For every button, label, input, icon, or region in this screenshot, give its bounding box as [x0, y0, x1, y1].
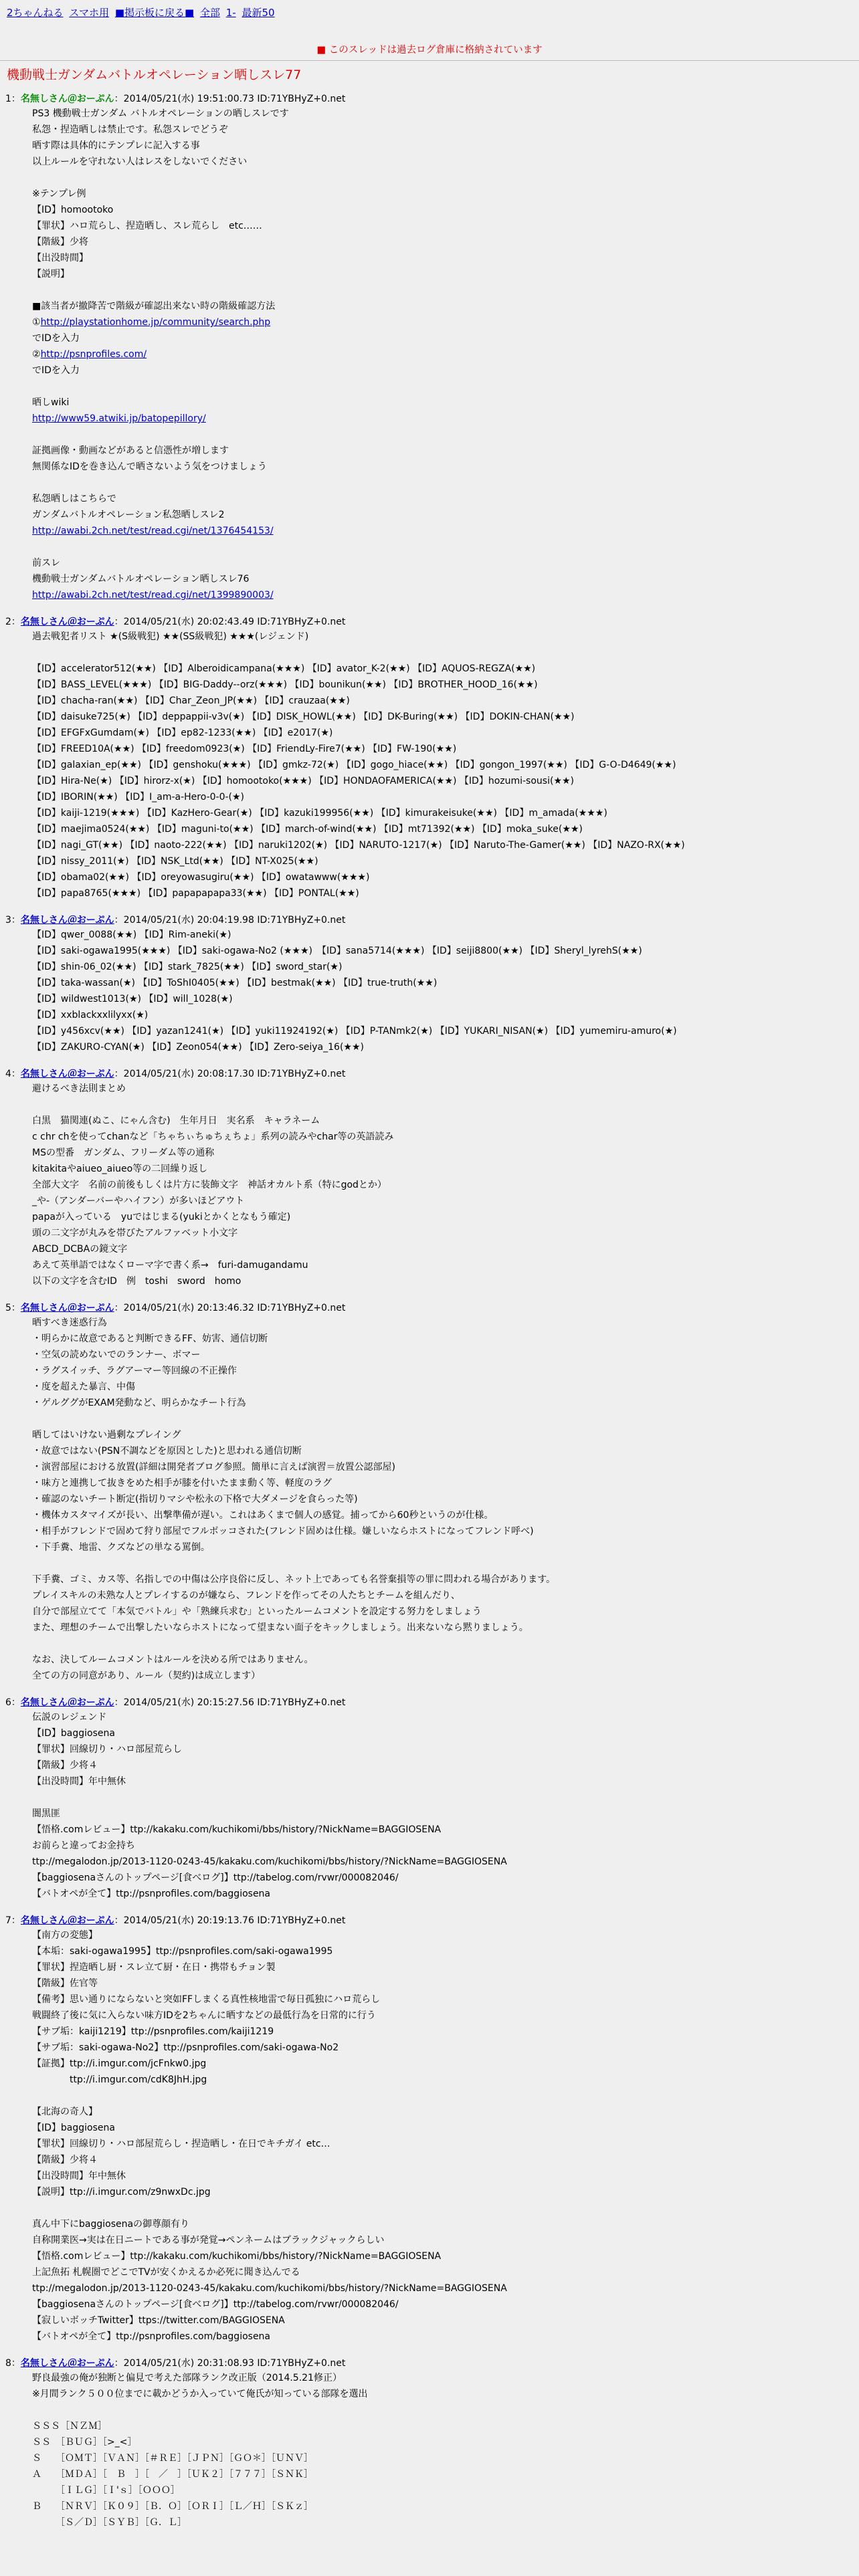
post-meta: ：2014/05/21(水) 20:15:27.56 ID:71YBHyZ+0.net [114, 1697, 346, 1708]
post [0, 1067, 859, 1289]
post-body: 避けるべき法則まとめ 白黒 猫関連(ぬこ、にゃん含む) 生年月日 実名系 キャラネーム c chr chを使ってchanなど「ちゃちぃちゅちぇちょ」系列の読みやchar等の英語読み MSの型番 ガンダム、フリーダム等の通称 kitakitaやaiueo_aiueo等の二回繰り返し 全部大文字 名前の前後もしくは片方に装飾文字 神話オカルト系（特にgodとか） _や-（アンダーバーやハイフン）が多いほどアウト papaが入っている yuではじまる(yukiとかくとなもう確定) 頭の二文字が丸みを帯びたアルファベット小文字 ABCD_DCBAの鏡文字 あえて英単語ではなくローマ字で書く系→ furi-damugandamu 以下の文字を含むID 例 toshi sword homo [32, 1083, 394, 1287]
post [0, 1301, 859, 1684]
post-header [0, 1067, 859, 1081]
post-link[interactable]: http://awabi.2ch.net/test/read.cgi/net/1399890003/ [32, 590, 274, 601]
back-to-2ch-link[interactable]: 2ちゃんねる [7, 7, 64, 19]
post-body: 過去戦犯者リスト ★(S級戦犯) ★★(SS級戦犯) ★★★(レジェンド) 【ID】accelerator512(★★) 【ID】Alberoidicampana(★★★) 【ID】avator_K-2(★★) 【ID】AQUOS-REGZA(★★) 【ID】BASS_LEVEL(★★★) 【ID】BIG-Daddy--orz(★★★) 【ID】bounikun(★★) 【ID】BROTHER_HOOD_16(★★) 【ID】chacha-ran(★★) 【ID】Char_Zeon_JP(★★) 【ID】crauzaa(★★) 【ID】daisuke725(★) 【ID】deppappii-v3v(★) 【ID】DISK_HOWL(★★) 【ID】DK-Buring(★★) 【ID】DOKIN-CHAN(★★) 【ID】EFGFxGumdam(★) 【ID】ep82-1233(★★) 【ID】e2017(★) 【ID】FREED10A(★★) 【ID】freedom0923(★) 【ID】FriendLy-Fire7(★★) 【ID】FW-190(★★) 【ID】galaxian_ep(★★) 【ID】genshoku(★★★) 【ID】gmkz-72(★) 【ID】gogo_hiace(★★) 【ID】gongon_1997(★★) 【ID】G-O-D4649(★★) 【ID】Hira-Ne(★) 【ID】hirorz-x(★) 【ID】homootoko(★★★) 【ID】HONDAOFAMERICA(★★) 【ID】hozumi-sousi(★★) 【ID】IBORIN(★★) 【ID】I_am-a-Hero-0-0-(★) 【ID】kaiji-1219(★★★) 【ID】KazHero-Gear(★) 【ID】kazuki199956(★★) 【ID】kimurakeisuke(★★) 【ID】m_amada(★★★) 【ID】maejima0524(★★) 【ID】maguni-to(★★) 【ID】march-of-wind(★★) 【ID】mt71392(★★) 【ID】moka_suke(★★) 【ID】nagi_GT(★★) 【ID】naoto-222(★★) 【ID】naruki1202(★) 【ID】NARUTO-1217(★) 【ID】Naruto-The-Gamer(★★) 【ID】NAZO-RX(★★) 【ID】nissy_2011(★) 【ID】NSK_Ltd(★★) 【ID】NT-X025(★★) 【ID】obama02(★★) 【ID】oreyowasugiru(★★) 【ID】owatawww(★★★) 【ID】papa8765(★★★) 【ID】papapapapa33(★★) 【ID】PONTAL(★★) [32, 631, 685, 899]
post-number: 5： [5, 1303, 21, 1313]
post-meta: ：2014/05/21(水) 20:04:19.98 ID:71YBHyZ+0.net [114, 915, 346, 926]
post-body: 伝説のレジェンド 【ID】baggiosena 【罪状】回線切り・ハロ部屋荒らし 【階級】少将４ 【出没時間】年中無休 闇黒匪 【悟格.comレビュー】ttp://kakaku.com/kuchikomi/bbs/history/?NickName=BAGGIOSENA お前らと違ってお金持ち ttp://megalodon.jp/2013-1120-0243-45/kakaku.com/kuchikomi/bbs/history/?NickName=BAGGIOSENA 【baggiosenaさんのトップページ[食べログ]】ttp://tabelog.com/rvwr/000082046/ 【バトオペが全て】ttp://psnprofiles.com/baggiosena [32, 1712, 507, 1899]
poster-name[interactable]: 名無しさん＠おーぷん [20, 1069, 114, 1079]
all-posts-link[interactable]: 全部 [199, 7, 220, 19]
post-meta: ：2014/05/21(水) 20:13:46.32 ID:71YBHyZ+0.net [114, 1303, 346, 1313]
poster-name[interactable]: 名無しさん＠おーぷん [20, 1303, 114, 1313]
poster-name[interactable]: 名無しさん＠おーぷん [20, 617, 114, 627]
range-link[interactable]: 1- [225, 7, 236, 19]
divider [0, 60, 859, 61]
post-link[interactable]: http://playstationhome.jp/community/search.php [40, 317, 271, 328]
post-number: 6： [5, 1697, 21, 1708]
archive-notice: ■ このスレッドは過去ログ倉庫に格納されています [316, 45, 543, 56]
latest50-link[interactable]: 最新50 [242, 7, 275, 19]
post [0, 92, 859, 603]
post [0, 914, 859, 1055]
post [0, 615, 859, 901]
top-navigation [0, 0, 859, 21]
post-header [0, 914, 859, 927]
post-link[interactable]: http://psnprofiles.com/ [40, 349, 147, 360]
post-header [0, 1914, 859, 1927]
post-header [0, 615, 859, 629]
post-body: 【南方の変態】 【本垢：saki-ogawa1995】ttp://psnprofiles.com/saki-ogawa1995 【罪状】捏造晒し厨・スレ立て厨・在日・携帯もチョン製 【階級】佐官等 【備考】思い通りにならないと突如FFしまくる真性核地雷で毎日孤独にハロ荒らし 戦闘終了後に気に入らない味方IDを2ちゃんに晒すなどの最低行為を日常的に行う 【サブ垢：kaiji1219】ttp://psnprofiles.com/kaiji1219 【サブ垢：saki-ogawa-No2】ttp://psnprofiles.com/saki-ogawa-No2 【証拠】ttp://i.imgur.com/jcFnkw0.jpg ttp://i.imgur.com/cdK8JhH.jpg 【北海の奇人】 【ID】baggiosena 【罪状】回線切り・ハロ部屋荒らし・捏造晒し・在日でキチガイ etc… 【階級】少将４ 【出没時間】年中無休 【説明】ttp://i.imgur.com/z9nwxDc.jpg 真ん中下にbaggiosenaの御尊顔有り 自称開業医→実は在日ニートである事が発覚→ペンネームはブラックジャックらしい 【悟格.comレビュー】ttp://kakaku.com/kuchikomi/bbs/history/?NickName=BAGGIOSENA 上記魚拓 札幌圏でどこでTVが安くかえるか必死に聞き込んでる ttp://megalodon.jp/2013-1120-0243-45/kakaku.com/kuchikomi/bbs/history/?NickName=BAGGIOSENA 【baggiosenaさんのトップページ[食べログ]】ttp://tabelog.com/rvwr/000082046/ 【寂しいボッチTwitter】ttps://twitter.com/BAGGIOSENA 【バトオペが全て】ttp://psnprofiles.com/baggiosena [32, 1930, 507, 2342]
post-header [0, 1301, 859, 1315]
post-number: 3： [5, 915, 21, 926]
post-header [0, 1696, 859, 1709]
post-meta: ：2014/05/21(水) 20:19:13.76 ID:71YBHyZ+0.net [114, 1915, 346, 1926]
poster-name[interactable]: 名無しさん＠おーぷん [20, 94, 114, 104]
post-meta: ：2014/05/21(水) 20:31:08.93 ID:71YBHyZ+0.net [114, 2358, 346, 2369]
post-body: PS3 機動戦士ガンダム バトルオペレーションの晒しスレです 私怨・捏造晒しは禁止です。私怨スレでどうぞ 晒す際は具体的にテンプレに記入する事 以上ルールを守れない人はレスをしないでください ※テンプレ例 【ID】homootoko 【罪状】ハロ荒らし、捏造晒し、スレ荒らし etc…… 【階級】少将 【出没時間】 【説明】 ■該当者が撤降苦で階級が確認出来ない時の階級確認方法 ①http://playstationhome.jp/community/search.php でIDを入力 ②http://psnprofiles.com/ でIDを入力 晒しwiki http://www59.atwiki.jp/batopepillory/ 証拠画像・動画などがあると信憑性が増します 無関係なIDを巻き込んで晒さないよう気をつけましょう 私怨晒しはこちらで ガンダムバトルオペレーション私怨晒しスレ2 http://awabi.2ch.net/test/read.cgi/net/1376454153/ 前スレ 機動戦士ガンダムバトルオペレーション晒しスレ76 http://awabi.2ch.net/test/read.cgi/net/1399890003/ [32, 108, 289, 601]
post-meta: ：2014/05/21(水) 20:08:17.30 ID:71YBHyZ+0.net [114, 1069, 346, 1079]
thread-title: 機動戦士ガンダムバトルオペレーション晒しスレ77 [7, 68, 302, 82]
post-body: 晒すべき迷惑行為 ・明らかに故意であると判断できるFF、妨害、通信切断 ・空気の読めないでのランナー、ボマー ・ラグスイッチ、ラグアーマー等回線の不正操作 ・度を超えた暴言、中傷 ・ゲルググがEXAM発動など、明らかなチート行為 晒してはいけない過剰なプレイング ・故意ではない(PSN不調などを原因とした)と思われる通信切断 ・演習部屋における放置(詳細は開発者ブログ参照。簡単に言えば演習＝放置公認部屋) ・味方と連携して抜きをめた相手が膝を付いたまま動く等、軽度のラグ ・確認のないチート断定(指切りマシや松永の下格で大ダメージを食らった等) ・機体カスタマイズが長い、出撃準備が遅い。これはあくまで個人の感覚。捕ってから60秒というのが仕様。 ・相手がフレンドで固めて狩り部屋でフルボッコされた(フレンド固めは仕様。嫌しいならホストになってフレンド呼べ) ・下手糞、地雷、クズなどの単なる罵倒。 下手糞、ゴミ、カス等、名指しでの中傷は公序良俗に反し、ネット上であっても名誉棄損等の罪に問われる場合があります。 プレイスキルの未熟な人とプレイするのが嫌なら、フレンドを作ってその人たちとチームを組んだり、 自分で部屋立てて「本気でバトル」や「熟練兵求む」といったルームコメントを設定する努力をしましょう また、理想のチームで出撃したいならホストになって望まない面子をキックしましょう。出来ないなら黙りましょう。 なお、決してルームコメントはルールを決める所ではありません。 全ての方の同意があり、ルール（契約)は成立します） [32, 1317, 556, 1681]
post-number: 8： [5, 2358, 21, 2369]
post [0, 1696, 859, 1902]
post [0, 1914, 859, 2345]
poster-name[interactable]: 名無しさん＠おーぷん [20, 1915, 114, 1926]
post-body: 野良最強の俺が独断と偏見で考えた部隊ランク改正版（2014.5.21修正） ※月間ランク５００位までに載かどうか入っていて俺氏が知っている部隊を選出 ＳＳＳ［ＮＺＭ］ ＳＳ ［ＢＵＧ］［>_<］ Ｓ ［ＯＭＴ］［ＶＡＮ］［＃ＲＥ］［ＪＰＮ］［ＧＯ＊］［ＵＮＶ］ Ａ ［ＭＤＡ］［ Ｂ ］［ ／ ］［ＵＫ２］［７７７］［ＳＮＫ］ ［ＩＬＧ］［Ｉ'ｓ］［ＯＯＯ］ Ｂ ［ＮＲＶ］［Ｋ０９］［Ｂ．Ｏ］［ＯＲＩ］［Ｌ／Ｈ］［ＳＫｚ］ ［Ｓ／Ｄ］［ＳＹＢ］［Ｇ．Ｌ］ [32, 2373, 368, 2528]
post-link[interactable]: http://www59.atwiki.jp/batopepillory/ [32, 413, 206, 424]
poster-name[interactable]: 名無しさん＠おーぷん [20, 915, 114, 926]
poster-name[interactable]: 名無しさん＠おーぷん [20, 1697, 114, 1708]
post-number: 7： [5, 1915, 21, 1926]
post-number: 2： [5, 617, 21, 627]
post-header [0, 92, 859, 106]
post-meta: ：2014/05/21(水) 20:02:43.49 ID:71YBHyZ+0.net [114, 617, 346, 627]
post-number: 1： [5, 94, 21, 104]
post-number: 4： [5, 1069, 21, 1079]
post-list [0, 92, 859, 2531]
post-link[interactable]: http://awabi.2ch.net/test/read.cgi/net/1376454153/ [32, 526, 274, 536]
post-header [0, 2357, 859, 2370]
board-link[interactable]: ■掲示板に戻る■ [114, 7, 195, 19]
poster-name[interactable]: 名無しさん＠おーぷん [20, 2358, 114, 2369]
post-meta: ：2014/05/21(水) 19:51:00.73 ID:71YBHyZ+0.net [114, 94, 346, 104]
post [0, 2357, 859, 2531]
mobile-link[interactable]: スマホ用 [69, 7, 110, 19]
post-body: 【ID】qwer_0088(★★) 【ID】Rim-aneki(★) 【ID】saki-ogawa1995(★★★) 【ID】saki-ogawa-No2 (★★★) 【ID】sana5714(★★★) 【ID】seiji8800(★★) 【ID】Sheryl_lyrehS(★★) 【ID】shin-06_02(★★) 【ID】stark_7825(★★) 【ID】sword_star(★) 【ID】taka-wassan(★) 【ID】ToShI0405(★★) 【ID】bestmak(★★) 【ID】true-truth(★★) 【ID】wildwest1013(★) 【ID】will_1028(★) 【ID】xxblackxxlilyxx(★) 【ID】y456xcv(★★) 【ID】yazan1241(★) 【ID】yuki11924192(★) 【ID】P-TANmk2(★) 【ID】YUKARI_NISAN(★) 【ID】yumemiru-amuro(★) 【ID】ZAKURO-CYAN(★) 【ID】Zeon054(★★) 【ID】Zero-seiya_16(★★) [32, 930, 677, 1053]
